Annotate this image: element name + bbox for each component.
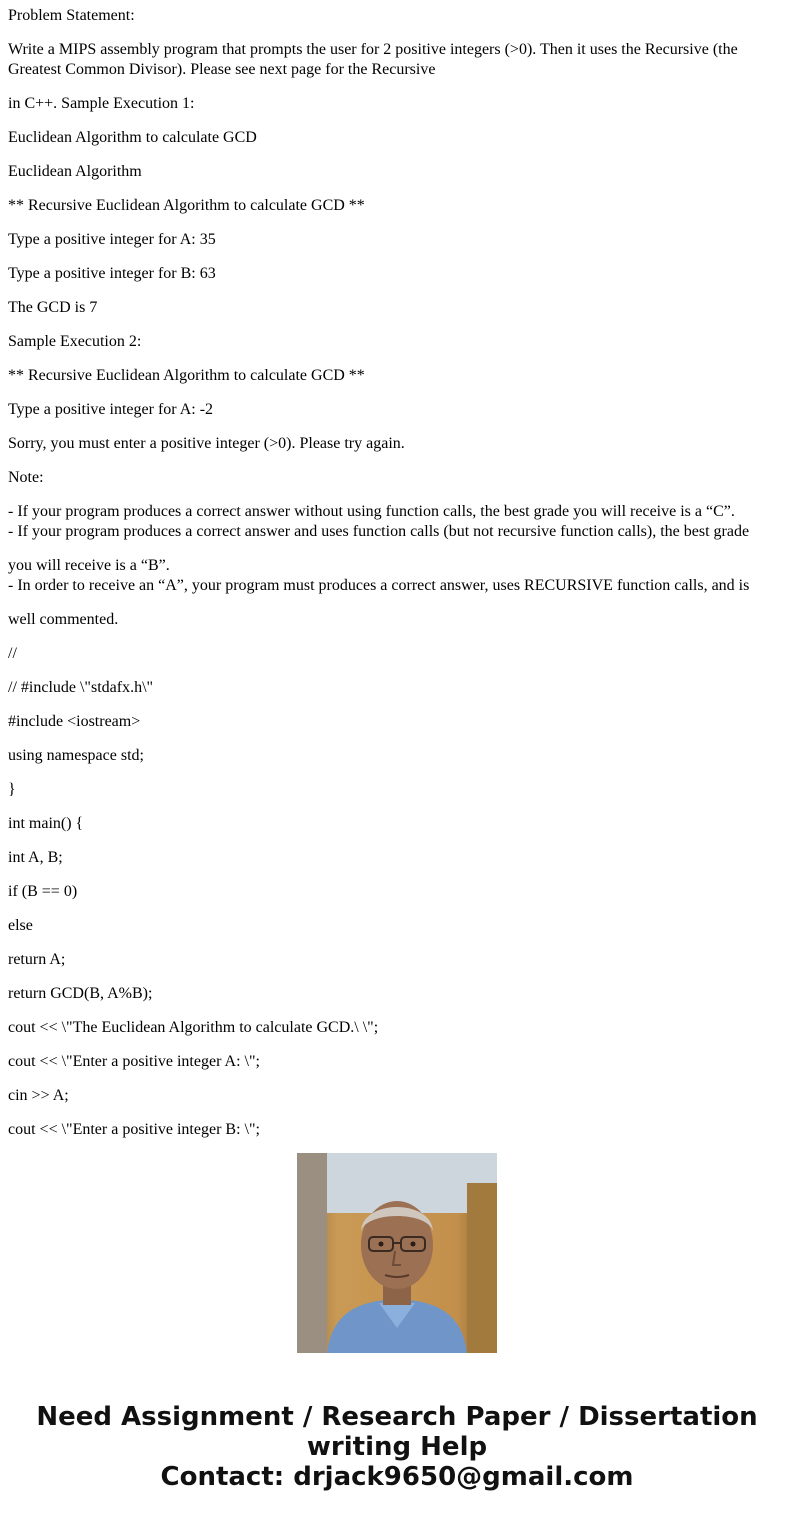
text-line: Type a positive integer for A: 35 xyxy=(8,231,216,248)
code-line: cout << \"The Euclidean Algorithm to calculate GCD.\ \"; xyxy=(8,1019,379,1036)
text-line: The GCD is 7 xyxy=(8,299,98,316)
code-line: #include <iostream> xyxy=(8,713,141,730)
text-line: in C++. Sample Execution 1: xyxy=(8,95,195,112)
text-line: Type a positive integer for B: 63 xyxy=(8,265,216,282)
author-avatar xyxy=(297,1153,497,1353)
note-item: - In order to receive an “A”, your program must produces a correct answer, uses RECURSIVE function calls, and is xyxy=(8,577,750,594)
code-line: // #include \"stdafx.h\" xyxy=(8,679,154,696)
portrait-image xyxy=(297,1153,497,1353)
code-line: } xyxy=(8,781,16,798)
text-line: Euclidean Algorithm to calculate GCD xyxy=(8,129,257,146)
heading-problem-statement: Problem Statement: xyxy=(8,7,135,24)
text-line: Sorry, you must enter a positive integer (>0). Please try again. xyxy=(8,435,405,452)
problem-description: Write a MIPS assembly program that prompts the user for 2 positive integers (>0). Then it uses the Recursive (the Greatest Common Divisor). Please see next page for the Recursive xyxy=(8,41,742,78)
code-line: cin >> A; xyxy=(8,1087,69,1104)
text-line: ** Recursive Euclidean Algorithm to calculate GCD ** xyxy=(8,197,365,214)
text-line: Type a positive integer for A: -2 xyxy=(8,401,214,418)
promo-line-1: Need Assignment / Research Paper / Dissertation xyxy=(36,1402,758,1432)
code-line: using namespace std; xyxy=(8,747,144,764)
code-line: // xyxy=(8,645,17,662)
code-line: if (B == 0) xyxy=(8,883,78,900)
code-line: cout << \"Enter a positive integer A: \"; xyxy=(8,1053,260,1070)
promo-contact-line: Contact: drjack9650@gmail.com xyxy=(160,1462,634,1492)
note-item: - If your program produces a correct answer without using function calls, the best grade you will receive is a “C”. xyxy=(8,503,735,520)
text-line: Sample Execution 2: xyxy=(8,333,142,350)
code-line: int A, B; xyxy=(8,849,63,866)
note-item: - If your program produces a correct answer and uses function calls (but not recursive function calls), the best grade xyxy=(8,523,750,540)
promo-line-2: writing Help xyxy=(306,1432,488,1462)
note-item: you will receive is a “B”. xyxy=(8,557,170,574)
promo-footer xyxy=(0,1122,794,1523)
code-line: return A; xyxy=(8,951,66,968)
code-line: int main() { xyxy=(8,815,84,832)
note-item: well commented. xyxy=(8,611,119,628)
promo-text xyxy=(0,1402,794,1492)
code-line: return GCD(B, A%B); xyxy=(8,985,153,1002)
text-line: Euclidean Algorithm xyxy=(8,163,142,180)
code-line-cut-off: cout << \"Enter a positive integer B: \"; xyxy=(8,1121,260,1138)
text-line: ** Recursive Euclidean Algorithm to calculate GCD ** xyxy=(8,367,365,384)
code-line: else xyxy=(8,917,33,934)
note-heading: Note: xyxy=(8,469,44,486)
